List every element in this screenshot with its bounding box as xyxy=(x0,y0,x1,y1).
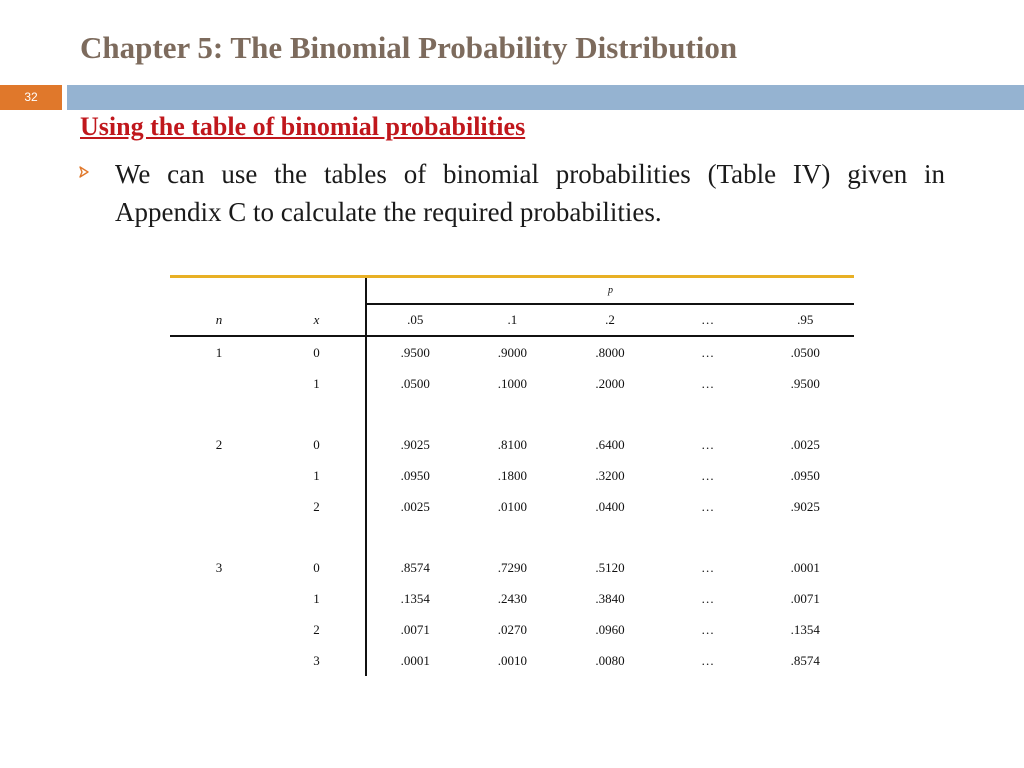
table-cell-x: 3 xyxy=(313,652,320,668)
table-cell-n xyxy=(170,460,268,491)
table-header-blank xyxy=(170,277,366,305)
table-header-p-value: .05 xyxy=(366,304,464,336)
table-row xyxy=(170,429,854,460)
table-cell-prob: … xyxy=(701,621,715,637)
table-cell-prob: .0001 xyxy=(366,645,464,676)
table-cell-prob: .0960 xyxy=(595,621,625,637)
table-cell-prob: … xyxy=(701,590,715,606)
bullet-text: We can use the tables of binomial probabilities (Table IV) given in Appendix C to calculate the required probabilities. xyxy=(115,159,945,227)
table-cell-x: 1 xyxy=(313,590,320,606)
table-row xyxy=(170,583,854,614)
table-cell-prob: .9000 xyxy=(497,344,528,360)
table-cell-prob: .6400 xyxy=(595,436,625,452)
table-cell-prob: .0950 xyxy=(366,460,464,491)
table-cell-prob: .2430 xyxy=(497,590,528,606)
table-cell-prob: .0071 xyxy=(790,590,820,606)
table-cell-prob: … xyxy=(701,344,715,360)
table-cell-x: 2 xyxy=(313,621,320,637)
table-row xyxy=(170,368,854,399)
table-cell-n xyxy=(170,614,268,645)
table-header-p: p xyxy=(366,277,854,305)
table-cell-prob: … xyxy=(701,467,715,483)
section-heading: Using the table of binomial probabilities xyxy=(80,112,526,141)
table-cell-prob: .7290 xyxy=(497,559,528,575)
table-header-p-value: … xyxy=(659,304,757,336)
table-cell-n xyxy=(170,583,268,614)
table-row xyxy=(170,460,854,491)
table-cell-prob: … xyxy=(701,375,715,391)
table-row xyxy=(170,552,854,583)
table-cell-prob: .1000 xyxy=(497,375,528,391)
table-cell-prob: .0080 xyxy=(595,652,625,668)
slide-number: 32 xyxy=(0,85,62,110)
table-cell-n: 3 xyxy=(215,559,223,575)
table-header-p-value: .2 xyxy=(561,304,659,336)
table-cell-prob: .0950 xyxy=(790,467,820,483)
table-cell-n xyxy=(170,645,268,676)
table-cell-prob: .9025 xyxy=(366,429,464,460)
table-cell-prob: .8000 xyxy=(595,344,625,360)
table-cell-prob: … xyxy=(701,436,715,452)
table-header-p-value: .95 xyxy=(756,304,854,336)
table-row xyxy=(170,645,854,676)
table-cell-prob: .0071 xyxy=(366,614,464,645)
table-cell-prob: .0500 xyxy=(366,368,464,399)
table-cell-prob: .0400 xyxy=(595,498,625,514)
table-cell-prob: .5120 xyxy=(595,559,625,575)
table-header-p-value: .1 xyxy=(464,304,562,336)
table-cell-x: 0 xyxy=(313,559,320,575)
table-cell-x: 2 xyxy=(313,498,320,514)
table-cell-n xyxy=(170,368,268,399)
table-cell-x: 1 xyxy=(313,467,320,483)
table-cell-x: 0 xyxy=(313,344,320,360)
table-cell-x: 0 xyxy=(313,436,320,452)
table-cell-prob: .0500 xyxy=(790,344,820,360)
table-cell-n: 1 xyxy=(215,344,223,360)
table-cell-prob: .0025 xyxy=(366,491,464,522)
table-cell-prob: .9500 xyxy=(366,336,464,368)
table-cell-prob: … xyxy=(701,652,715,668)
table-cell-n xyxy=(170,491,268,522)
header-bar xyxy=(67,85,1024,110)
table-cell-prob: .3200 xyxy=(595,467,625,483)
arrowhead-bullet-icon xyxy=(79,166,89,183)
table-cell-prob: .0100 xyxy=(497,498,528,514)
table-cell-prob: .0010 xyxy=(497,652,528,668)
table-header-n: n xyxy=(170,304,268,336)
binomial-table xyxy=(170,275,854,676)
table-cell-prob: .0001 xyxy=(790,559,820,575)
table-cell-prob: .1354 xyxy=(790,621,820,637)
table-body xyxy=(170,336,854,676)
table-cell-prob: .3840 xyxy=(595,590,625,606)
table-cell-prob: .8100 xyxy=(497,436,528,452)
table-cell-prob: .9500 xyxy=(790,375,820,391)
table-cell-prob: … xyxy=(701,498,715,514)
table-spacer-row xyxy=(170,399,854,429)
table-cell-prob: .0025 xyxy=(790,436,820,452)
table-cell-x: 1 xyxy=(313,375,320,391)
table-cell-prob: … xyxy=(701,559,715,575)
table-header-x: x xyxy=(268,304,366,336)
table-cell-prob: .1354 xyxy=(366,583,464,614)
slide-title: Chapter 5: The Binomial Probability Distribution xyxy=(80,30,738,65)
table-row xyxy=(170,614,854,645)
table-cell-prob: .9025 xyxy=(790,498,820,514)
table-row xyxy=(170,491,854,522)
table-cell-prob: .2000 xyxy=(595,375,625,391)
table-row xyxy=(170,336,854,368)
table-cell-prob: .0270 xyxy=(497,621,528,637)
table-cell-prob: .1800 xyxy=(497,467,528,483)
table-cell-prob: .8574 xyxy=(366,552,464,583)
table-cell-n: 2 xyxy=(215,436,223,452)
table-cell-prob: .8574 xyxy=(790,652,820,668)
table-spacer-row xyxy=(170,522,854,552)
